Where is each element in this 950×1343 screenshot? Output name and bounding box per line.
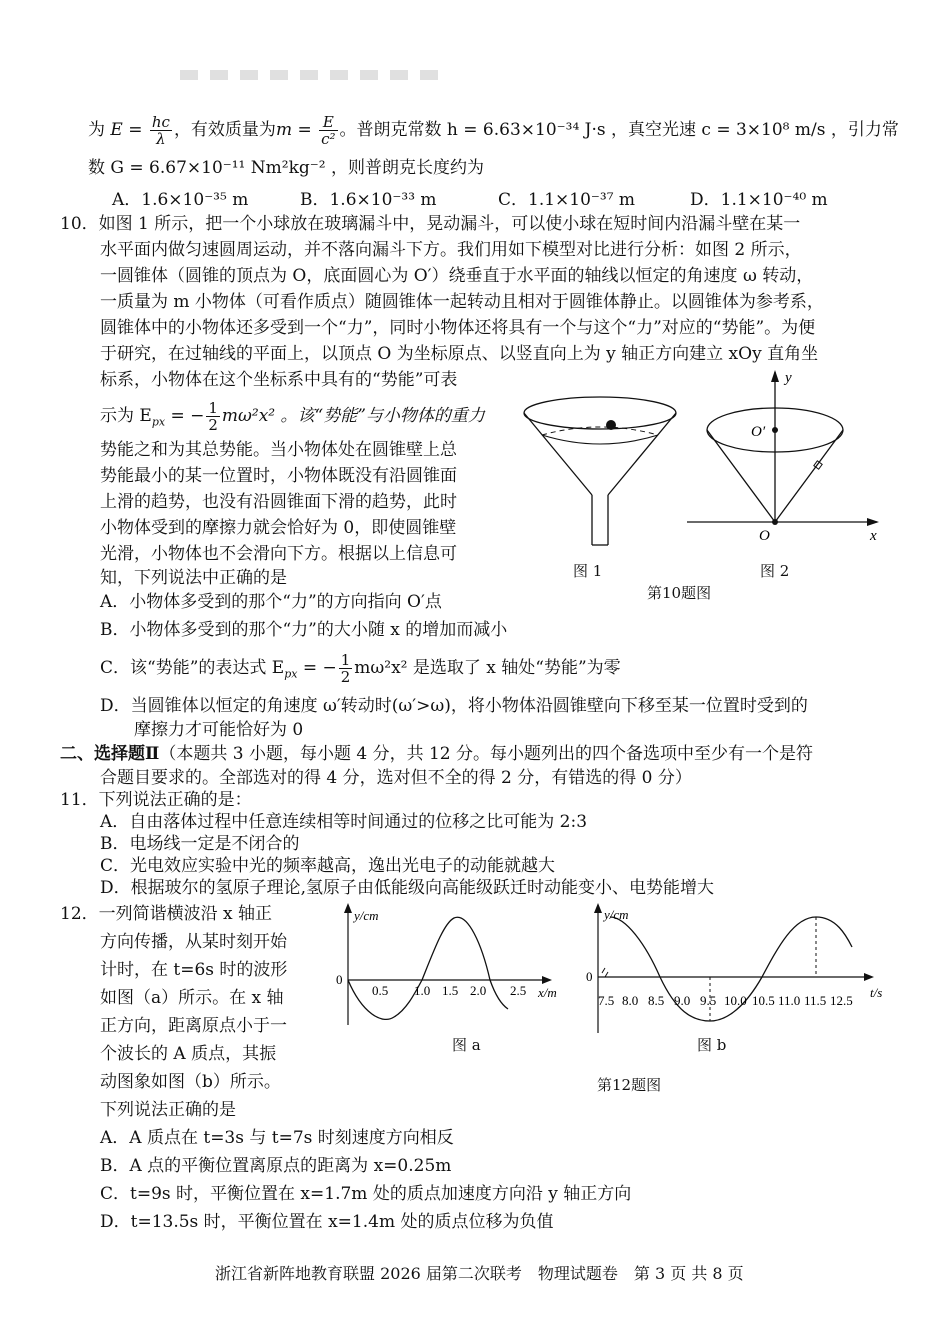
q10-line: 于研究，在过轴线的平面上，以顶点 O 为坐标原点、以竖直向上为 y 轴正方向建立 xOy 直角坐 (100, 344, 819, 364)
figb-tick: 8.0 (622, 993, 639, 1008)
q9-option-a[interactable]: A．1.6×10⁻³⁵ m (112, 190, 249, 210)
x-axis-arrow (867, 518, 879, 526)
q9-option-d[interactable]: D．1.1×10⁻⁴⁰ m (690, 190, 828, 210)
figb-origin: 0 (586, 969, 593, 984)
page-footer: 浙江省新阵地教育联盟 2026 届第二次联考 物理试题卷 第 3 页 共 8 页 (215, 1264, 744, 1283)
figb-axis-break (602, 968, 608, 977)
q11-option-a[interactable]: A．自由落体过程中任意连续相等时间通过的位移之比可能为 2:3 (100, 812, 588, 832)
figb-tick: 10.0 (724, 993, 747, 1008)
q10-option-a[interactable]: A．小物体多受到的那个“力”的方向指向 O′点 (100, 592, 442, 612)
q10-optc-sub: px (284, 667, 298, 681)
q9-line1 (88, 114, 899, 147)
figb-y-label: y/cm (604, 907, 629, 922)
q12-line: 正方向，距离原点小于一 (100, 1016, 287, 1036)
q9-energy-eq: E = (110, 120, 148, 140)
q9-frac-hc-lambda (150, 114, 172, 147)
q9-frac2-den: c² (321, 130, 336, 148)
q12-figure-caption: 第12题图 (597, 1076, 662, 1094)
q9-line1-post: 。普朗克常数 h = 6.63×10⁻³⁴ J·s ，真空光速 c = 3×10⁸ m/s ，引力常 (339, 120, 899, 140)
q9-frac-e-c2 (319, 114, 337, 147)
figa-caption: 图 a (452, 1036, 481, 1054)
fig2-y-label: y (785, 370, 792, 386)
q10-expr-frac (206, 400, 220, 433)
cone-right-side (775, 430, 843, 522)
q10-option-c[interactable] (100, 652, 621, 686)
q10-line2: 光滑，小物体也不会滑向下方。根据以上信息可 (100, 544, 457, 564)
q12-line: 12．一列简谐横波沿 x 轴正 (60, 904, 273, 924)
wave-graph-a (330, 905, 560, 1035)
figa-tick: 0.5 (372, 983, 389, 998)
q10-line: 一圆锥体（圆锥的顶点为 O，底面圆心为 O′）绕垂直于水平面的轴线以恒定的角速度 ω 转动， (100, 266, 814, 286)
q12-line: 如图（a）所示。在 x 轴 (100, 988, 284, 1008)
funnel-rim (524, 397, 676, 429)
figa-y-label: y/cm (354, 908, 379, 923)
figb-tick: 10.5 (752, 993, 775, 1008)
figb-tick: 12.5 (830, 993, 853, 1008)
funnel-orbit-back (542, 427, 658, 435)
q10-potential-expression (100, 400, 485, 434)
funnel-orbit-front (542, 435, 658, 444)
q11-option-b[interactable]: B．电场线一定是不闭合的 (100, 834, 300, 854)
q10-expr-pre: 示为 E (100, 406, 152, 426)
q10-expr-post: mω²x² 。该“势能”与小物体的重力 (221, 406, 485, 426)
q10-optc-post: mω²x² 是选取了 x 轴处“势能”为零 (354, 658, 621, 678)
figb-tick: 9.5 (700, 993, 717, 1008)
cone-figure (685, 372, 885, 547)
figb-tick: 11.0 (778, 993, 801, 1008)
q10-line: 10．如图 1 所示，把一个小球放在玻璃漏斗中，晃动漏斗，可以使小球在短时间内沿漏斗壁在某一 (60, 214, 801, 234)
q11-option-c[interactable]: C．光电效应实验中光的频率越高，逸出光电子的动能就越大 (100, 856, 556, 876)
section2-instructions: （本题共 3 小题，每小题 4 分，共 12 分。每小题列出的四个备选项中至少有一个是符 (159, 744, 814, 764)
fig2-x-label: x (870, 528, 877, 544)
figb-t-label: t/s (870, 985, 883, 1000)
figa-tick: 1.0 (414, 983, 431, 998)
funnel-right-wall (608, 413, 676, 495)
fig2-base-center-label: O′ (751, 424, 766, 440)
figa-tick: 2.0 (470, 983, 487, 998)
q10-line: 水平面内做匀速圆周运动，并不落向漏斗下方。我们用如下模型对比进行分析：如图 2 所示， (100, 240, 802, 260)
q10-optc-num: 1 (340, 651, 351, 669)
q10-line2: 上滑的趋势，也没有沿圆锥面下滑的趋势，此时 (100, 492, 457, 512)
q10-line2: 知，下列说法中正确的是 (100, 568, 287, 588)
funnel-left-wall (524, 413, 592, 495)
q11-stem: 11．下列说法正确的是： (60, 790, 252, 810)
figa-tick: 2.5 (510, 983, 527, 998)
y-axis-arrow (771, 370, 779, 382)
q12-option-b[interactable]: B．A 点的平衡位置离原点的距离为 x=0.25m (100, 1156, 452, 1176)
q10-optc-den: 2 (340, 668, 351, 686)
q10-figure-caption: 第10题图 (647, 584, 712, 602)
q12-line: 动图象如图（b）所示。 (100, 1072, 281, 1092)
q9-frac1-num: hc (151, 113, 170, 131)
figa-y-arrow (344, 903, 352, 913)
q10-expr-sub: px (151, 415, 166, 429)
q10-line: 标系，小物体在这个坐标系中具有的“势能”可表 (100, 370, 458, 390)
q9-line2: 数 G = 6.67×10⁻¹¹ Nm²kg⁻² ，则普朗克长度约为 (88, 158, 484, 178)
q9-line1-mid: ，有效质量为 (173, 120, 276, 140)
figa-wave-curve (348, 917, 508, 1019)
figb-tick: 8.5 (648, 993, 665, 1008)
q10-option-d-cont: 摩擦力才可能恰好为 0 (134, 720, 304, 740)
figa-x-label: x/m (538, 985, 557, 1000)
q12-line: 计时，在 t=6s 时的波形 (100, 960, 288, 980)
fig2-origin-label: O (759, 528, 770, 544)
q12-option-c[interactable]: C．t=9s 时，平衡位置在 x=1.7m 处的质点加速度方向沿 y 轴正方向 (100, 1184, 632, 1204)
figa-tick: 1.5 (442, 983, 459, 998)
origin-point (772, 519, 778, 525)
q10-expr-den: 2 (208, 416, 218, 434)
section2-title: 二、选择题Ⅱ (60, 744, 160, 764)
figb-tick: 7.5 (598, 993, 615, 1008)
q12-line: 方向传播，从某时刻开始 (100, 932, 287, 952)
q10-optc-eq: = − (297, 658, 337, 678)
q10-line2: 势能最小的某一位置时，小物体既没有沿圆锥面 (100, 466, 457, 486)
section2-heading (60, 742, 813, 766)
ball (606, 420, 616, 430)
fig2-label: 图 2 (760, 562, 790, 580)
q12-line: 个波长的 A 质点，其振 (100, 1044, 277, 1064)
q10-line: 圆锥体中的小物体还多受到一个“力”，同时小物体还将具有一个与这个“力”对应的“势能”。为便 (100, 318, 816, 338)
q9-mass-eq: m = (275, 120, 318, 140)
q9-option-b[interactable]: B．1.6×10⁻³³ m (300, 190, 437, 210)
funnel-figure (520, 395, 680, 555)
q12-line: 下列说法正确的是 (100, 1100, 236, 1120)
vibration-graph-b (580, 905, 890, 1040)
base-center-point (772, 427, 778, 433)
fig1-label: 图 1 (573, 562, 603, 580)
q10-line2: 小物体受到的摩擦力就会恰好为 0，即使圆锥壁 (100, 518, 457, 538)
figb-caption: 图 b (697, 1036, 727, 1054)
q9-frac1-den: λ (156, 130, 166, 148)
figb-t-arrow (864, 973, 874, 981)
q9-line1-prefix: 为 (88, 120, 105, 140)
q10-option-d[interactable]: D．当圆锥体以恒定的角速度 ω′转动时(ω′>ω)，将小物体沿圆锥壁向下移至某一位置时受到的 (100, 696, 808, 716)
q10-expr-eq: = − (165, 406, 205, 426)
figa-x-arrow (542, 976, 552, 984)
faded-header-strip (180, 70, 450, 80)
q9-option-c[interactable]: C．1.1×10⁻³⁷ m (498, 190, 636, 210)
cone-left-side (707, 430, 775, 522)
q10-optc-frac (339, 652, 353, 685)
figb-tick: 11.5 (804, 993, 827, 1008)
q10-optc-pre: C．该“势能”的表达式 E (100, 658, 285, 678)
q12-option-d[interactable]: D．t=13.5s 时，平衡位置在 x=1.4m 处的质点位移为负值 (100, 1212, 554, 1232)
figb-tick: 9.0 (674, 993, 691, 1008)
q10-expr-num: 1 (208, 399, 218, 417)
q11-option-d[interactable]: D．根据玻尔的氢原子理论,氢原子由低能级向高能级跃迁时动能变小、电势能增大 (100, 878, 715, 898)
figa-origin: 0 (336, 972, 343, 987)
q10-option-b[interactable]: B．小物体多受到的那个“力”的大小随 x 的增加而减小 (100, 620, 508, 640)
q10-line2: 势能之和为其总势能。当小物体处在圆锥壁上总 (100, 440, 457, 460)
q9-frac2-num: E (319, 114, 337, 131)
section2-instructions-cont: 合题目要求的。全部选对的得 4 分，选对但不全的得 2 分，有错选的得 0 分） (100, 768, 692, 788)
figb-y-arrow (594, 903, 602, 913)
q10-line: 一质量为 m 小物体（可看作质点）随圆锥体一起转动且相对于圆锥体静止。以圆锥体为参考系， (100, 292, 824, 312)
q12-option-a[interactable]: A．A 质点在 t=3s 与 t=7s 时刻速度方向相反 (100, 1128, 454, 1148)
